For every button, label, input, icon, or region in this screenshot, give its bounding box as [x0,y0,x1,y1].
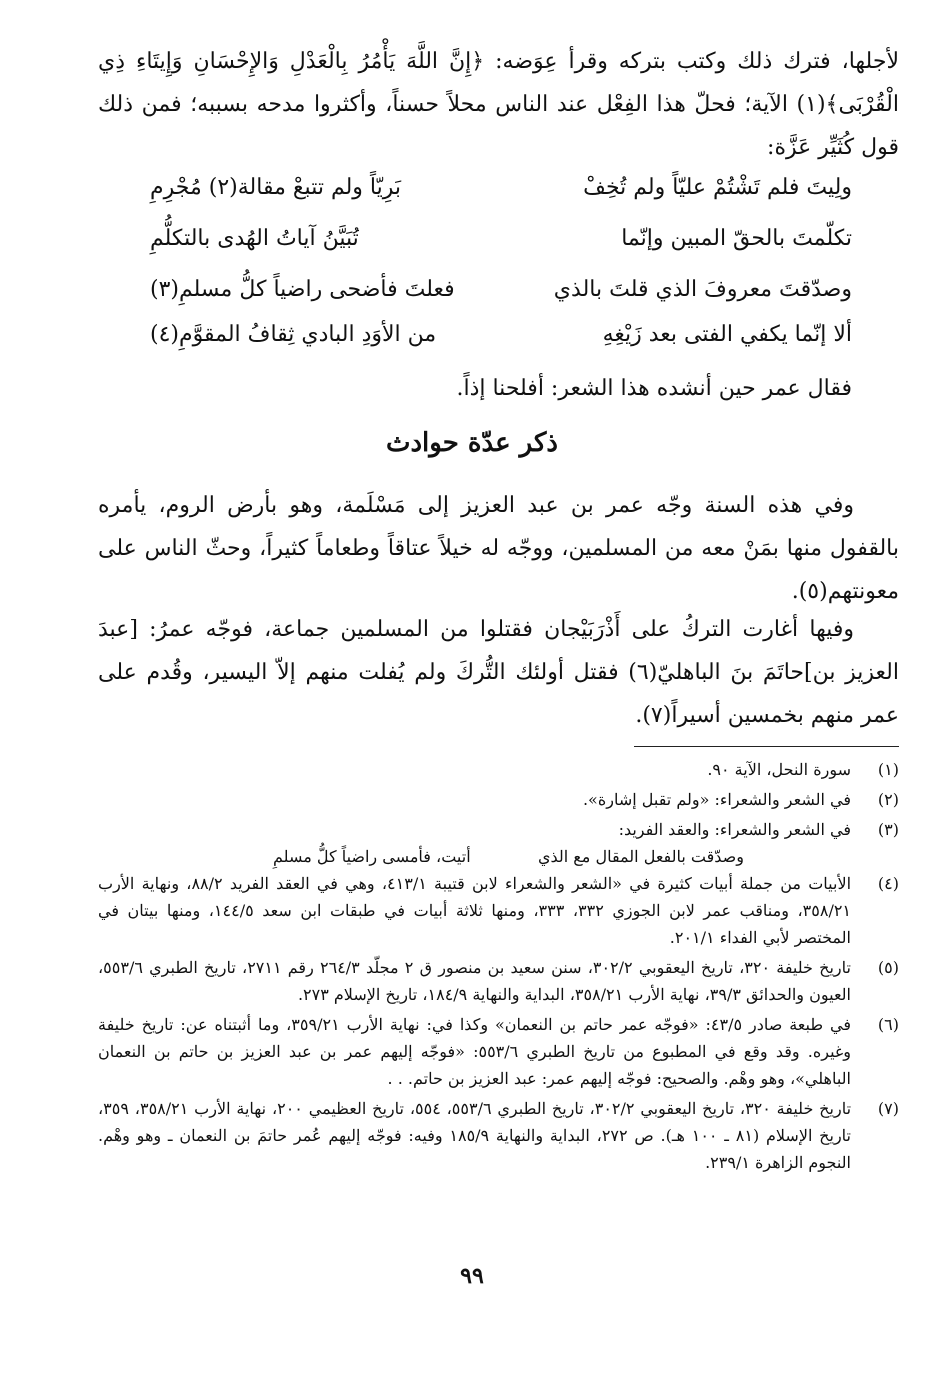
footnote-text: الأبيات من جملة أبيات كثيرة في «الشعر والشعراء لابن قتيبة ٤١٣/١، وهي في العقد الفريد ٨٨/٢، ونهاية الأرب ٣٥٨/٢١، ومناقب عمر لابن الجوزي ٣٣٢، ٣٣٣، ومنها ثلاثة أبيات في طبقات ابن سعد ١٤٤/٥، ومنها بيتان في المختصر لأبي الفداء ٢٠١/١. [98,874,852,947]
section-heading: ذكر عدّة حوادث [386,428,558,458]
footnote-number: (٧) [877,1099,899,1118]
footnote-verse-second-hemistich: أتيت، فأمسى راضياً كلُّ مسلمِ [273,847,471,866]
closing-line: فقال عمر حين أنشده هذا الشعر: أفلحنا إذاً. [456,376,852,401]
footnote-number: (٢) [877,790,899,809]
verse-1-second-hemistich: بَرِيّاً ولم تتبعْ مقالة(٢) مُجْرِمِ [150,175,401,200]
poem-verse-1 [150,175,852,200]
footnote-text: تاريخ خليفة ٣٢٠، تاريخ اليعقوبي ٣٠٢/٢، تاريخ الطبري ٥٥٣/٦، ٥٥٤، تاريخ العظيمي ٢٠٠، نهاية الأرب ٣٥٨/٢١، ٣٥٩، تاريخ الإسلام (٨١ ـ ١٠٠ هـ). ص ٢٧٢، البداية والنهاية ١٨٥/٩ وفيه: فوجّه إليهم عُمر حاتمَ بن النعمان ـ وهو وهْم. النجوم الزاهرة ٢٣٩/١. [98,1099,852,1172]
footnote-text: تاريخ خليفة ٣٢٠، تاريخ اليعقوبي ٣٠٢/٢، سنن سعيد بن منصور ق ٢ مجلّد ٢٦٤/٣ رقم ٢٧١١، تاريخ الطبري ٥٥٣/٦، العيون والحدائق ٣٩/٣، نهاية الأرب ٣٥٨/٢١، البداية والنهاية ١٨٤/٩، تاريخ الإسلام ٢٧٣. [98,958,851,1004]
footnote-1 [98,756,899,783]
verse-1-first-hemistich: ولِيتَ فلم تَشْتُمْ عليّاً ولم تُخِفْ [583,175,852,200]
footnote-6 [98,1011,899,1092]
footnote-5 [98,954,899,1008]
footnote-text: سورة النحل، الآية ٩٠. [707,760,851,779]
footnote-3 [98,816,899,843]
footnote-number: (٤) [877,874,899,893]
verse-2-second-hemistich: تُبَيَّنُ آياتُ الهُدى بالتكلُّمِ [150,226,359,251]
footnote-number: (٥) [877,958,899,977]
footnote-text: في الشعر والشعراء: «ولم تقبل إشارة». [582,790,851,809]
footnote-3-verse [273,843,744,870]
footnote-text: في الشعر والشعراء: والعقد الفريد: [618,820,851,839]
verse-2-first-hemistich: تكلّمتَ بالحقّ المبين وإنّما [621,226,852,251]
footnote-number: (٣) [877,820,899,839]
footnote-text: في طبعة صادر ٤٣/٥: «فوجّه عمر حاتم بن النعمان» وكذا في: نهاية الأرب ٣٥٩/٢١، وما أثبتناه عن: تاريخ خليفة وغيره. وقد وقع في المطبوع من تاريخ الطبري ٥٥٣/٦: «فوجّه إليهم عمر بن عبد العزيز بن حاتم بن النعمان الباهلي»، وهو وهْم. والصحيح: فوجّه إليهم عمر: عبد العزيز بن حاتم. . . [98,1015,852,1088]
footnote-2 [98,786,899,813]
footnotes [98,756,899,1179]
poem-verse-2 [150,226,852,251]
paragraph-2: وفيها أغارت التركُ على أَذْرَبَيْجان فقتلوا من المسلمين جماعة، فوجّه عمرُ: [عبدَ العزيز بن]حاتَمَ بنَ الباهليّ(٦) فقتل أولئك التُّركَ ولم يُفلت منهم إلاّ اليسير، وقُدم على عمر منهم بخمسين أسيراً(٧). [98,617,899,728]
verse-3-first-hemistich: وصدّقتَ معروفَ الذي قلتَ بالذي [553,277,852,302]
footnote-7 [98,1095,899,1176]
poem-verse-4 [150,322,852,347]
paragraph-1: وفي هذه السنة وجّه عمر بن عبد العزيز إلى مَسْلَمة، وهو بأرض الروم، يأمره بالقفول منها بمَنْ معه من المسلمين، ووجّه له خيلاً عتاقاً وطعاماً كثيراً، وحثّ الناس على معونتهم(٥). [98,493,899,604]
verse-3-second-hemistich: فعلتَ فأضحى راضياً كلُّ مسلمِ(٣) [150,277,455,302]
footnote-verse-first-hemistich: وصدّقت بالفعل المقال مع الذي [537,847,744,866]
poem-verse-3 [150,277,852,302]
intro-paragraph: لأجلها، فترك ذلك وكتب بتركه وقرأ عِوَضه: ﴿إِنَّ اللَّهَ يَأْمُرُ بِالْعَدْلِ وَالإِحْسَانِ وَإِيتَاءِ ذِي الْقُرْبَى﴾(١) الآية؛ فحلّ هذا الفِعْل عند الناس محلاً حسناً، وأكثروا مدحه بسببه؛ فمن ذلك قول كُثَيِّر عَزَّة: [98,49,899,160]
footnote-number: (١) [877,760,899,779]
footnote-number: (٦) [877,1015,899,1034]
verse-4-first-hemistich: ألا إنّما يكفي الفتى بعد زَيْغِهِ [602,322,852,347]
page-number: ٩٩ [460,1263,484,1289]
verse-4-second-hemistich: من الأوَدِ البادي ثِقافُ المقوَّمِ(٤) [150,322,437,347]
footnote-4 [98,870,899,951]
footnote-divider [634,746,899,747]
